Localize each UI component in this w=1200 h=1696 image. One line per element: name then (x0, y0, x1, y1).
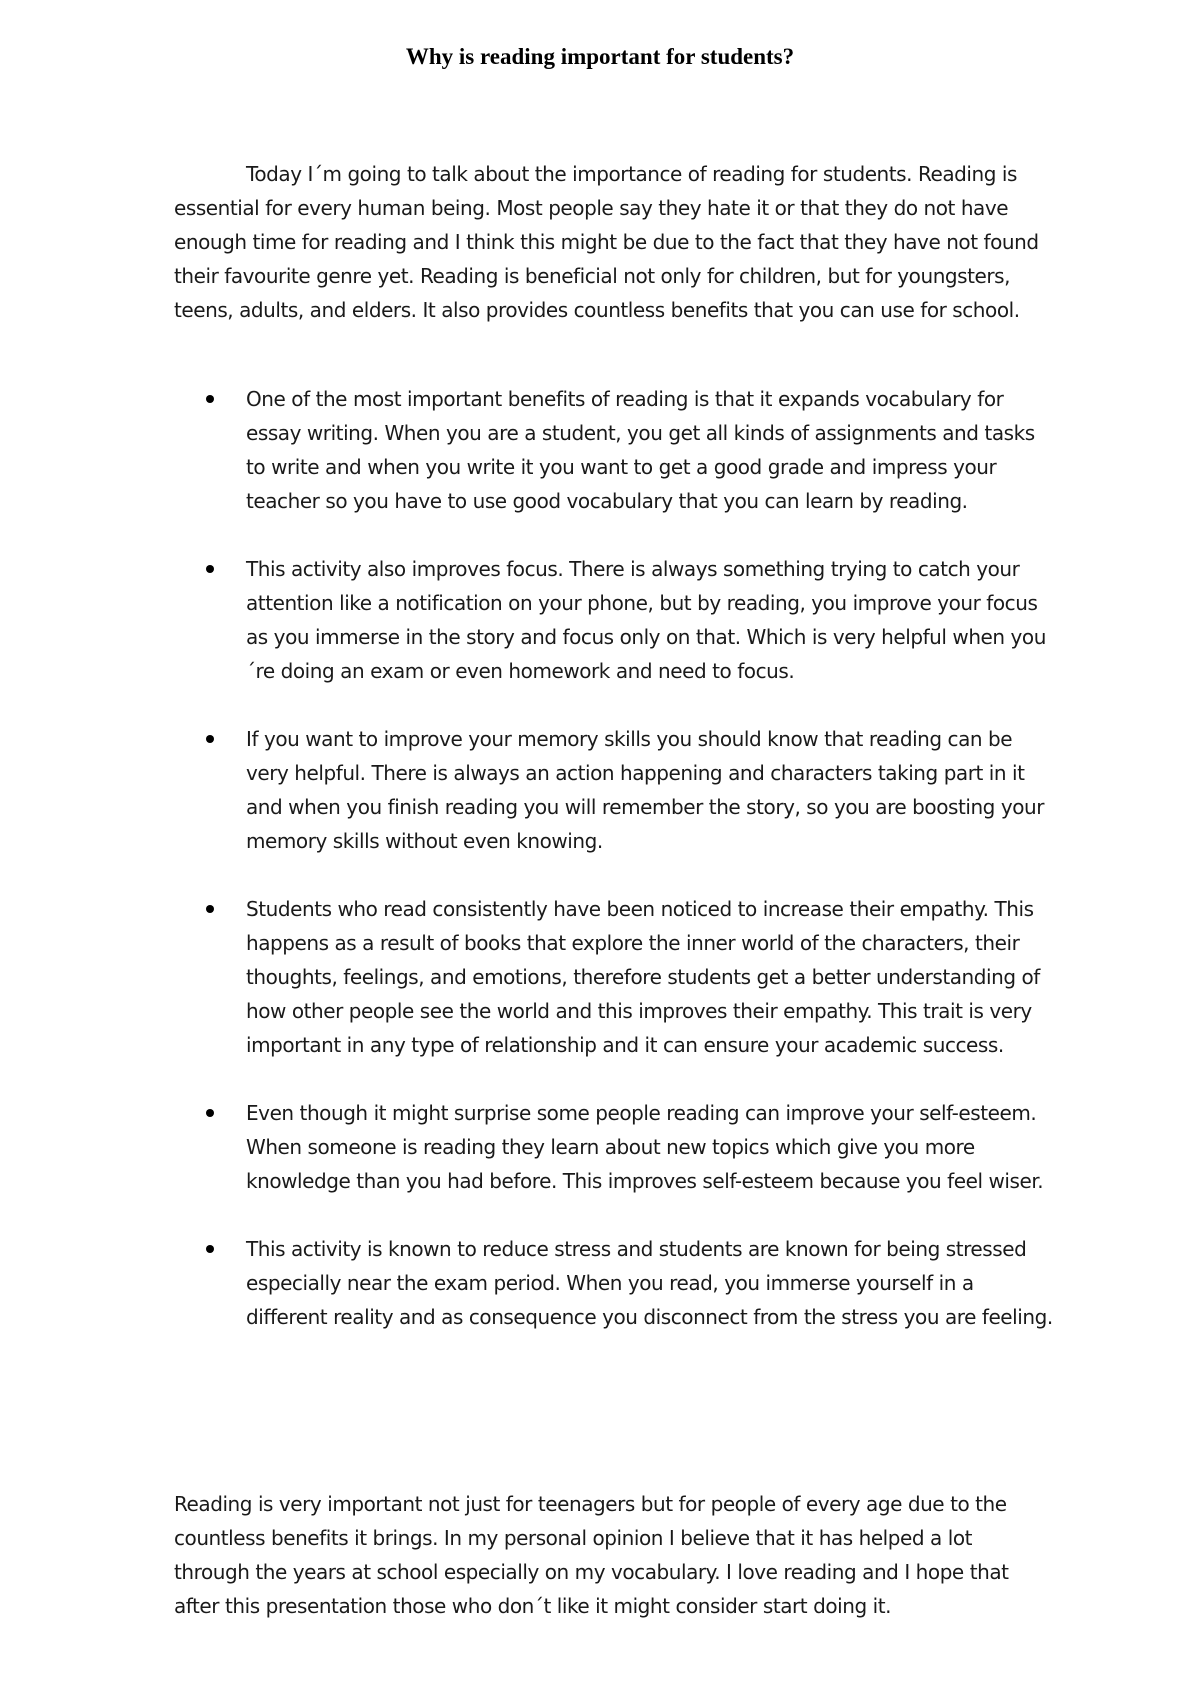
list-item (174, 382, 1054, 518)
list-item (174, 552, 1054, 688)
list-item-text: This activity also improves focus. There is always something trying to catch your attention like a notification on your phone, but by reading, you improve your focus as you immerse in the story and focus only on that. Which is very helpful when you´re doing an exam or even homework and need to focus. (246, 557, 1046, 683)
list-item (174, 1232, 1054, 1334)
list-item (174, 892, 1054, 1062)
bullet-icon (206, 1109, 214, 1117)
bullet-icon (206, 565, 214, 573)
bullet-icon (206, 735, 214, 743)
bullet-icon (206, 395, 214, 403)
benefits-list (174, 382, 1054, 1368)
list-item-text: Students who read consistently have been noticed to increase their empathy. This happens as a result of books that explore the inner world of the characters, their thoughts, feelings, and emotions, therefore students get a better understanding of how other people see the world and this improves their empathy. This trait is very important in any type of relationship and it can ensure your academic success. (246, 897, 1040, 1057)
list-item-text: If you want to improve your memory skills you should know that reading can be very helpful. There is always an action happening and characters taking part in it and when you finish reading you will remember the story, so you are boosting your memory skills without even knowing. (246, 727, 1045, 853)
list-item (174, 722, 1054, 858)
list-item-text: Even though it might surprise some people reading can improve your self-esteem. When someone is reading they learn about new topics which give you more knowledge than you had before. This improves self-esteem because you feel wiser. (246, 1101, 1044, 1193)
list-item (174, 1096, 1054, 1198)
document-title: Why is reading important for students? (405, 44, 795, 69)
bullet-icon (206, 1245, 214, 1253)
list-item-text: This activity is known to reduce stress and students are known for being stressed especially near the exam period. When you read, you immerse yourself in a different reality and as consequence you disconnect from the stress you are feeling. (246, 1237, 1053, 1329)
list-item-text: One of the most important benefits of reading is that it expands vocabulary for essay writing. When you are a student, you get all kinds of assignments and tasks to write and when you write it you want to get a good grade and impress your teacher so you have to use good vocabulary that you can learn by reading. (246, 387, 1035, 513)
bullet-icon (206, 905, 214, 913)
conclusion-paragraph: Reading is very important not just for teenagers but for people of every age due to the countless benefits it brings. In my personal opinion I believe that it has helped a lot through the years at school especially on my vocabulary. I love reading and I hope that after this presentation those who don´t like it might consider start doing it. (174, 1492, 1009, 1618)
intro-paragraph: Today I´m going to talk about the importance of reading for students. Reading is essential for every human being. Most people say they hate it or that they do not have enough time for reading and I think this might be due to the fact that they have not found their favourite genre yet. Reading is beneficial not only for children, but for youngsters, teens, adults, and elders. It also provides countless benefits that you can use for school. (174, 162, 1039, 322)
